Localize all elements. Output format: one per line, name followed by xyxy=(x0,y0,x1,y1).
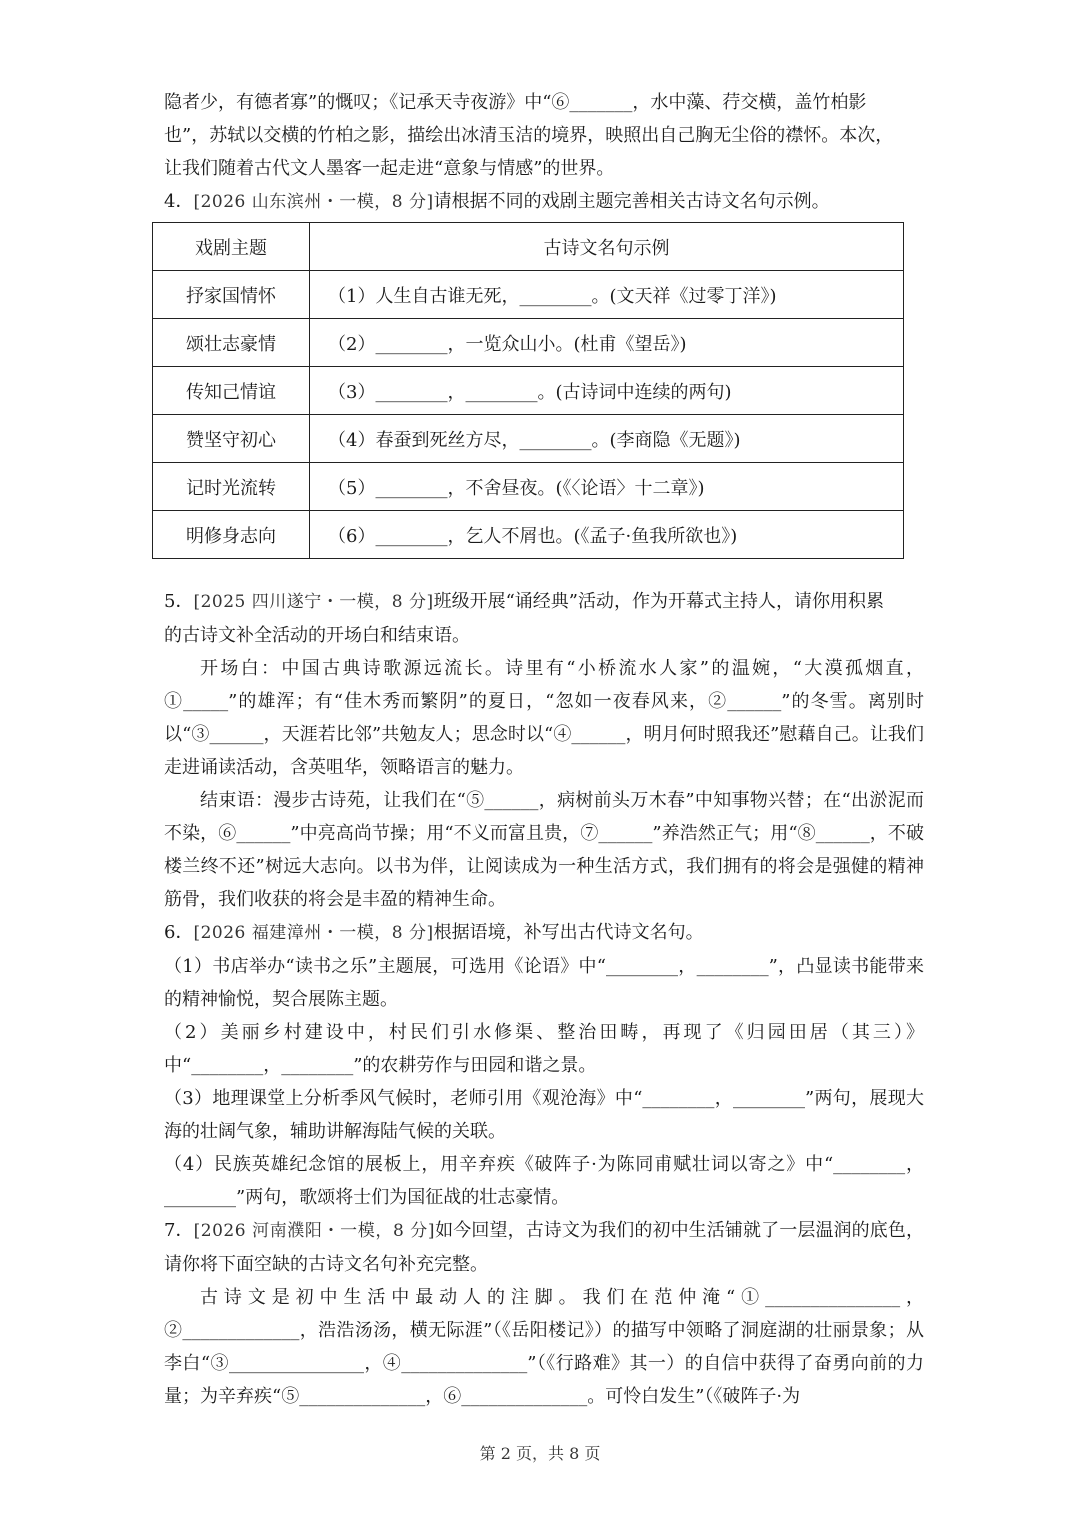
table-cell-example: （1）人生自古谁无死，________。(文天祥《过零丁洋》) xyxy=(310,271,904,319)
intro-line-2: 也”，苏轼以交横的竹柏之影，描绘出冰清玉洁的境界，映照出自己胸无尘俗的襟怀。本次， xyxy=(164,125,894,146)
question-6-item-2: （2）美丽乡村建设中，村民们引水修渠、整治田畴，再现了《归园田居（其三）》中“________，________”的农耕劳作与田园和谐之景。 xyxy=(164,1022,924,1076)
intro-line-3: 让我们随着古代文人墨客一起走进“意象与情感”的世界。 xyxy=(164,158,615,179)
table-row xyxy=(153,511,904,559)
intro-line-1: 隐者少，有德者寡”的慨叹；《记承天寺夜游》中“⑥_______，水中藻、荇交横，盖竹柏影 xyxy=(164,92,867,113)
page-footer: 第 2 页，共 8 页 xyxy=(479,1444,601,1463)
table-header-row xyxy=(153,223,904,271)
question-6-item-4: （4）民族英雄纪念馆的展板上，用辛弃疾《破阵子·为陈同甫赋壮词以寄之》中“________，________”两句，歌颂将士们为国征战的壮志豪情。 xyxy=(164,1154,924,1208)
table-header-example: 古诗文名句示例 xyxy=(310,223,904,271)
table-cell-example: （6）________，乞人不屑也。(《孟子·鱼我所欲也》) xyxy=(310,511,904,559)
drama-table xyxy=(152,222,904,559)
table-cell-theme: 明修身志向 xyxy=(153,511,310,559)
question-6-source: [2026 福建漳州・一模，8 分] xyxy=(193,923,434,943)
question-4-source: [2026 山东滨州・一模，8 分] xyxy=(193,192,434,212)
table-row xyxy=(153,463,904,511)
question-5-closing: 结束语：漫步古诗苑，让我们在“⑤______，病树前头万木春”中知事物兴替；在“出淤泥而不染，⑥______”中亮高尚节操；用“不义而富且贵，⑦______”养浩然正气；用“⑧______，不破楼兰终不还”树远大志向。以书为伴，让阅读成为一种生活方式，我们拥有的将会是强健的精神筋骨，我们收获的将会是丰盈的精神生命。 xyxy=(164,790,924,910)
question-6-prompt: 根据语境，补写出古代诗文名句。 xyxy=(433,922,704,943)
questions-5-to-7 xyxy=(164,585,924,1413)
question-5-header xyxy=(164,585,924,619)
table-cell-example: （2）________，一览众山小。(杜甫《望岳》) xyxy=(310,319,904,367)
question-6-number: 6． xyxy=(164,922,194,943)
question-6-item-3: （3）地理课堂上分析季风气候时，老师引用《观沧海》中“________，________”两句，展现大海的壮阔气象，辅助讲解海陆气候的关联。 xyxy=(164,1088,924,1142)
question-4-header xyxy=(164,185,924,219)
question-7-prompt: 如今回望，古诗文为我们的初中生活铺就了一层温润的底色，请你将下面空缺的古诗文名句补充完整。 xyxy=(164,1220,924,1275)
table-header-theme: 戏剧主题 xyxy=(153,223,310,271)
table-cell-theme: 赞坚守初心 xyxy=(153,415,310,463)
table-cell-example: （5）________，不舍昼夜。(《〈论语〉十二章》) xyxy=(310,463,904,511)
intro-section xyxy=(164,86,924,219)
question-4-prompt: 请根据不同的戏剧主题完善相关古诗文名句示例。 xyxy=(433,191,830,212)
question-5-opening: 开场白：中国古典诗歌源远流长。诗里有“小桥流水人家”的温婉，“大漠孤烟直，①_____”的雄浑；有“佳木秀而繁阴”的夏日，“忽如一夜春风来，②______”的冬雪。离别时以“③______，天涯若比邻”共勉友人；思念时以“④______，明月何时照我还”慰藉自己。让我们走进诵读活动，含英咀华，领略语言的魅力。 xyxy=(164,658,924,778)
table-cell-theme: 抒家国情怀 xyxy=(153,271,310,319)
table-row xyxy=(153,271,904,319)
question-7-number: 7． xyxy=(164,1220,194,1241)
table-cell-example: （4）春蚕到死丝方尽，________。(李商隐《无题》) xyxy=(310,415,904,463)
question-5-number: 5． xyxy=(164,591,194,612)
table-row xyxy=(153,367,904,415)
question-4-number: 4． xyxy=(164,191,194,212)
question-5-prompt-line-2: 的古诗文补全活动的开场白和结束语。 xyxy=(164,625,470,646)
question-5-prompt-line-1: 班级开展“诵经典”活动，作为开幕式主持人，请你用积累 xyxy=(433,591,885,612)
table-cell-theme: 记时光流转 xyxy=(153,463,310,511)
question-7-body: 古诗文是初中生活中最动人的注脚。我们在范仲淹“①_______________，②_____________，浩浩汤汤，横无际涯”（《岳阳楼记》）的描写中领略了洞庭湖的壮丽景象；从李白“③_______________，④______________”（《行路难》其一）的自信中获得了奋勇向前的力量；为辛弃疾“⑤______________，⑥______________。可怜白发生”（《破阵子·为 xyxy=(164,1287,924,1407)
table-cell-theme: 传知己情谊 xyxy=(153,367,310,415)
question-7-header xyxy=(164,1214,924,1281)
table-row xyxy=(153,415,904,463)
question-7-source: [2026 河南濮阳・一模，8 分] xyxy=(193,1221,436,1241)
table-row xyxy=(153,319,904,367)
table-cell-theme: 颂壮志豪情 xyxy=(153,319,310,367)
question-5-source: [2025 四川遂宁・一模，8 分] xyxy=(193,592,434,612)
question-6-header xyxy=(164,916,924,950)
question-6-item-1: （1）书店举办“读书之乐”主题展，可选用《论语》中“________，________”，凸显读书能带来的精神愉悦，契合展陈主题。 xyxy=(164,956,924,1010)
table-cell-example: （3）________，________。(古诗词中连续的两句) xyxy=(310,367,904,415)
